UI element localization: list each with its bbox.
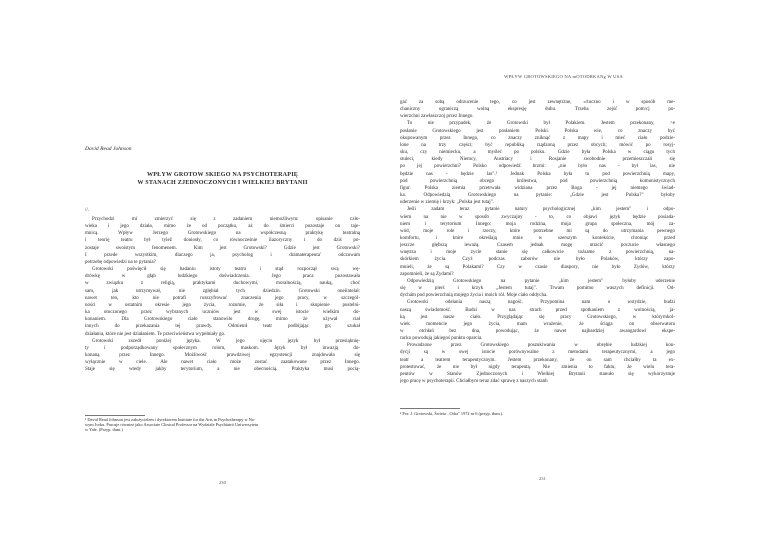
text-line: wód, moje role i rzeczy, które potrzebne mi są do utrzymania pewnego [400, 228, 675, 234]
text-line: zostaje swoistym fenomenem. Kim jest Grotowski? Gdzie jest Grotowski? [85, 245, 360, 251]
text-line: uderzenie w ziemię i krzyk: „Polska jest tutaj". [400, 200, 494, 206]
text-line: drówkę w głąb ludzkiego doświadczenia. Jego praca pozostawała [85, 274, 360, 280]
text-line: Grotowski poświęcił się badaniu istoty teatru i stąd rozpoczął swą wę- [92, 267, 360, 273]
text-line: i teorię teatru był tylež doniosły, co równocześnie ilazoryczny i do dziś po- [85, 238, 360, 244]
text-line: racko powodują jakiegoś punktu oparcia. [400, 336, 483, 342]
text-line: lone na trzy części; być republiką rządzoną przez obcych; mówić po rosyj- [400, 142, 675, 148]
text-line: w otchłań bez dna, powodując, że nawet najbardziej awangardowi ekspe- [400, 329, 675, 334]
left-footnote [85, 417, 360, 433]
text-line: się w pierś i krzyk „Jestem tutaj". Trwam pomimo waszych definicji. Od- [400, 286, 675, 292]
text-line: mnicą. Wpływ Jerzego Grotowskiego na współczesną praktykę teatralną [85, 231, 360, 237]
left-body-text [85, 216, 360, 373]
text-line: mnieli, że są Polakami? Czy w czasie diaspory, nie było Żydów, którzy [400, 264, 675, 270]
text-line: peutów w Stanów Zjednoczonych i Wielkiej Brytanii stanuło się wykorzystuje [400, 371, 675, 377]
text-line: protestować, że nie był nigdy terapeutą. Nie zmienia to faktu, że wielu tera- [400, 364, 675, 370]
text-line: Staje się wtedy jakby terytorium, a nie obecnością. Praktyka musi pocią- [85, 367, 360, 373]
text-line: Grotowski zszedł poniżej języka. W jego ujęciu język był przesiąknię- [92, 338, 360, 344]
text-line: Odpowiedzią Grotowskiego na pytanie „kim jestem" byłoby uderzenie [407, 278, 675, 284]
text-line: Jeśli zadam teraz pytanie natury psychologicznej „kim jestem" i odpo- [407, 207, 675, 213]
text-line: wiem na nie w sposób zwyczajny - to, co objawi język będzie posiada- [400, 214, 675, 220]
text-line: figur. Polska ziemia przetrwała widziana przez Boga - jej niemego świad- [400, 185, 675, 191]
footnote-rule [400, 408, 460, 409]
text-line: teatr a teatrem terapeutycznym. Jestem przekonany, że on sam chciałby ta ex- [400, 357, 675, 363]
footnote-rule [85, 415, 145, 416]
text-line: ką jest nasze ciało. Przyglądając się pracy Grotowskiego, w któryrnkol- [400, 314, 675, 320]
page-number: 231 [539, 476, 546, 481]
text-line: działania, które nie jest działaniem. Te przeciwieństwa wypełniały go. [85, 331, 226, 337]
text-line: innych do przekazania tej prawdy. Odmienił teatr podbijając go; szukał [85, 324, 360, 330]
author-name: David Read Johnson [85, 146, 132, 152]
chapter-title [85, 171, 360, 188]
running-head: WPŁYW GROTOWSKIEGO NA mOTODRKANg W USA [504, 74, 623, 79]
text-line: dychám pod powierzchnią mojego życia i moich ról. Moje ciało oddycha. [400, 293, 548, 299]
text-line: Prowadzone przez Grotowskiego poszukiwania w obrębie ludzkiej kon- [407, 343, 675, 349]
text-line: konaniem. Dla Grotowskiego ciało stanowiło drogę, mimo że używał ciał [85, 317, 360, 323]
text-line: wnętrza i moje życie stanie się całkowicie tożsame z powierzchnią, na- [400, 250, 675, 256]
text-line: wyłącznie w ciele. Ale nawet ciało może zostać zaatakowane przez Innego. [85, 360, 360, 366]
text-line: I przede wszystkim, dlaczego ja, psycholog i dramaterapeuta' odczuwam [85, 252, 360, 258]
text-line: dycji są w swej istocie porównywalne z metodami terapeutycznymi, a jego [400, 350, 675, 356]
text-line: będzie nas - będzie las".² Jednak Polska była tu pod powierzchnią mapy, [400, 171, 675, 177]
footnote-line: ² Por. J. Grotowski, Świeto ..Odra" 1972 nr 6 (przyp. tłum.). [400, 411, 504, 416]
text-line: nawet ten, kto nie potrafi rozszyfrować znaczenia jego pracy, w szczegól- [85, 295, 360, 301]
page-number: 230 [219, 480, 226, 485]
text-line: zapomnieli, że są Żydami? [400, 271, 454, 277]
right-body-text [400, 99, 675, 385]
text-line: wieka i jego działa, mimo że od początku, aż do śmierci pozostaje on taje- [85, 224, 360, 230]
text-line: po jej powierzchni? Polsko odpowiedź brzmi: „nie było nas - był las, nie [400, 164, 675, 170]
text-line: sam, jak utrzymywał, nie zgłębiał tych dziedzin. Grotowski oneiintelał: [85, 288, 360, 294]
text-line: komfortu, i które określają mnie w szerszym kontekście, chroniąc przed [400, 235, 675, 241]
text-line: ka. Odpowiedzią Grotowskiego na pytanie: „Gdzie jest Polska?" byłoby [400, 193, 675, 199]
text-line: okupowanym przez Innego, co znaczy zniknąć z mapy i mieć ciało podzie- [400, 135, 675, 141]
text-line: chaniczny ograniczą wolną ekspresję duhu. Trzeba zejść pom/cj po- [400, 107, 675, 113]
text-line: jego pracę w psychoterapii. Chciałbym teraz zdać sprawę z naszych stanh [400, 379, 548, 385]
text-line: jeszcze głębszą ieważą. Czasem jednak mogę utracić poczucie własnego [400, 243, 675, 249]
text-line: stuleci, kiedy Niemcy, Austriacy i Rosjanie swobodnie przemieszczali się [400, 157, 675, 163]
footnote-line: w Yale. (Przyp. tłum.) [85, 427, 123, 433]
text-line: Grotowski odsłania naszą nagość. Przypomina nam o wstydzie, budzi [407, 300, 675, 306]
section-mark: //. [85, 208, 90, 213]
text-line: ności w ostatnim okresie jego życia, rozumie, że siła i skupienie pustelni- [85, 302, 360, 308]
text-line: ty i podporządkowany społecznym rolom, maskom. Język był inwazją do- [85, 345, 360, 351]
chapter-title-line: W STANACH ZJEDNOCZONYCH I WIELKIEJ BRYTANII [137, 180, 308, 187]
text-line: posłanie Grotowskiego jest posłaniem Polski. Polska wie, co znaczy być [400, 128, 675, 134]
text-line: Przychodzi mi zmierzyć się z zadaniem niemożliwym: opisanie czło- [92, 217, 360, 222]
text-line: konaną przez Innego. Możliwość prawdziwej egzystencji znajdowała się [85, 352, 360, 358]
text-line: wiek momencie jego życia, mam wrażenie, że ściąga on obserwatora [400, 321, 675, 327]
footnote-line: wym Jorku. Pracuje również jako Associate Clinical Professor na Wydziale Psychiatrii Uniwersytetu [85, 422, 259, 428]
text-line: skórkiem życia. Czyż podczas zaborów nie było Polaków, którzy zapo- [400, 257, 675, 263]
text-line: To nie przypadek, że Grotowski był Polakiem. Jestem przekonany, >e [407, 121, 675, 127]
text-line: pod powierzchnią obcego królestwa, pod powierzchnią komunistycznych [400, 178, 675, 184]
text-line: ka otoczonego przez wybranych uczniów jest w swej istocie wielkim do- [85, 310, 360, 316]
text-line: niem i terytorium Innego: moja rodzina, moja grupa społeczna, mój za- [400, 221, 675, 227]
text-line: naszą świadomość. Budzi w nas strach przed spotkaniem z wolnością, ja- [400, 307, 675, 313]
text-line: gać za sobą odrzucenie tego, co jest zewnętrzne, »/tuczno i w sposób me- [400, 100, 675, 105]
footnote-line: ¹ David Read Johnson jest założycielem i dyrektorem Institute for the Arts in Psychotherapy w No- [85, 417, 256, 422]
chapter-title-line: WPŁYW GROTOW SKIEGO NA PSYCHOTERAPIĘ [146, 172, 299, 178]
text-line: sku, czy niemiecku, a myśleć po polsku. Gdzie była Polska w ciągu tych [400, 150, 675, 156]
right-footnote [400, 411, 675, 416]
text-line: wierzchni zawłaszczoj przez Innego. [400, 114, 474, 120]
text-line: potrzebę odpowiedzi na te pytania? [85, 259, 156, 265]
text-line: w związku z religią, praktykami duchowymi, moralnością, nauką, choć [85, 281, 360, 287]
